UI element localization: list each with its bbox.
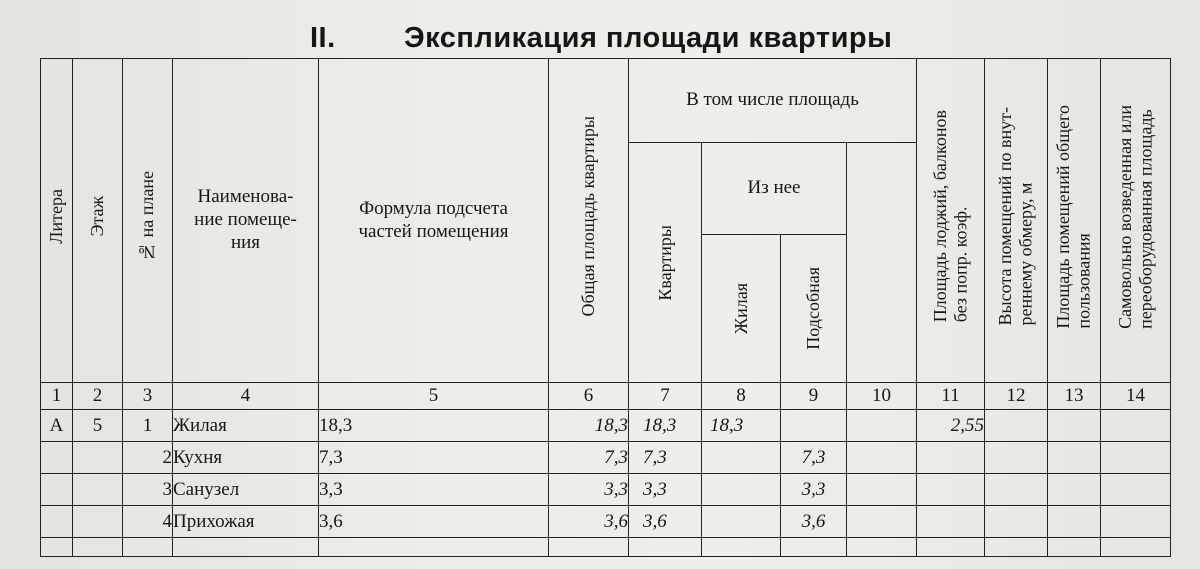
cell-room-name: Жилая <box>173 410 319 442</box>
cell-empty <box>319 538 549 557</box>
cell-loggia-area <box>847 474 917 506</box>
cell-litera <box>41 474 73 506</box>
column-number: 1 <box>41 383 73 410</box>
cell-room-name: Кухня <box>173 442 319 474</box>
cell-living-area <box>702 474 781 506</box>
cell-empty <box>1048 538 1101 557</box>
cell-empty <box>73 538 123 557</box>
cell-common-area <box>985 410 1048 442</box>
header-room-name-line1: Наименова- <box>197 186 294 208</box>
header-total-area: Общая площадь квартиры <box>578 116 599 317</box>
cell-room-name: Санузел <box>173 474 319 506</box>
cell-empty <box>549 538 629 557</box>
cell-apartment-area: 7,3 <box>629 442 702 474</box>
cell-auxiliary-area: 3,3 <box>781 474 847 506</box>
cell-auxiliary-area <box>781 410 847 442</box>
column-number: 3 <box>123 383 173 410</box>
column-number: 10 <box>847 383 917 410</box>
header-cell-apartment <box>629 143 702 383</box>
column-number: 13 <box>1048 383 1101 410</box>
cell-total-area: 3,3 <box>549 474 629 506</box>
cell-formula: 18,3 <box>319 410 549 442</box>
cell-total-area: 3,6 <box>549 506 629 538</box>
cell-note <box>1101 506 1171 538</box>
cell-formula: 7,3 <box>319 442 549 474</box>
cell-floor: 5 <box>73 410 123 442</box>
column-number: 5 <box>319 383 549 410</box>
explication-table <box>40 58 1171 557</box>
cell-unauthorized-area <box>1048 410 1101 442</box>
header-living: Жилая <box>730 282 751 334</box>
header-room-name-line2: ние помеще- <box>194 209 297 231</box>
cell-litera <box>41 506 73 538</box>
cell-empty <box>41 538 73 557</box>
header-litera: Литера <box>46 189 67 244</box>
cell-unauthorized-area <box>1048 506 1101 538</box>
cell-empty <box>173 538 319 557</box>
cell-note <box>1101 442 1171 474</box>
header-cell-room-name <box>173 59 319 383</box>
header-unauthorized-line2: переоборудованная площадь <box>1135 108 1156 329</box>
header-common-area-line2: пользования <box>1074 232 1095 329</box>
header-cell-formula <box>319 59 549 383</box>
cell-loggia-area <box>847 442 917 474</box>
cell-height <box>917 474 985 506</box>
column-number: 7 <box>629 383 702 410</box>
cell-total-area: 7,3 <box>549 442 629 474</box>
header-loggia <box>930 110 971 322</box>
cell-apartment-area: 3,6 <box>629 506 702 538</box>
cell-empty <box>629 538 702 557</box>
column-number: 4 <box>173 383 319 410</box>
column-numbers-row <box>41 383 1171 410</box>
cell-living-area: 18,3 <box>702 410 781 442</box>
cell-total-area: 18,3 <box>549 410 629 442</box>
header-cell-litera <box>41 59 73 383</box>
header-height <box>995 107 1036 325</box>
cell-room-name: Прихожая <box>173 506 319 538</box>
cell-empty <box>847 538 917 557</box>
cell-common-area <box>985 474 1048 506</box>
cell-plan-no: 3 <box>123 474 173 506</box>
cell-note <box>1101 474 1171 506</box>
header-cell-auxiliary <box>781 235 847 383</box>
cell-living-area <box>702 506 781 538</box>
document-title <box>310 22 892 55</box>
cell-floor <box>73 442 123 474</box>
cell-note <box>1101 410 1171 442</box>
header-formula-line2: частей помещения <box>358 220 509 242</box>
header-cell-loggia <box>917 59 985 383</box>
cell-apartment-area: 18,3 <box>629 410 702 442</box>
header-apartment: Квартиры <box>654 224 675 301</box>
header-floor: Этаж <box>87 196 108 237</box>
header-cell-plan-no <box>123 59 173 383</box>
header-common-area-line1: Площадь помещений общего <box>1053 104 1074 329</box>
column-number: 11 <box>917 383 985 410</box>
cell-height: 2,55 <box>917 410 985 442</box>
cell-floor <box>73 474 123 506</box>
header-auxiliary: Подсобная <box>803 267 824 350</box>
cell-formula: 3,6 <box>319 506 549 538</box>
header-cell-total-area <box>549 59 629 383</box>
cell-common-area <box>985 506 1048 538</box>
cell-living-area <box>702 442 781 474</box>
section-title: Экспликация площади квартиры <box>404 22 893 54</box>
header-row-1 <box>41 59 1171 143</box>
table-row <box>41 410 1171 442</box>
cell-empty <box>702 538 781 557</box>
table-row <box>41 506 1171 538</box>
cell-empty <box>917 538 985 557</box>
header-in-total-label: В том числе площадь <box>686 89 859 111</box>
header-formula <box>319 198 548 244</box>
header-cell-height <box>985 59 1048 383</box>
cell-empty <box>123 538 173 557</box>
header-plan-no: № на плане <box>137 171 158 262</box>
cell-litera: А <box>41 410 73 442</box>
header-formula-line1: Формула подсчета <box>359 197 508 219</box>
table-row-cut-off <box>41 538 1171 557</box>
cell-plan-no: 4 <box>123 506 173 538</box>
header-unauthorized-line1: Самовольно возведенная или <box>1114 104 1135 329</box>
header-loggia-line1: Площадь лоджий, балконов <box>929 110 950 323</box>
cell-empty <box>781 538 847 557</box>
cell-empty <box>1101 538 1171 557</box>
column-number: 8 <box>702 383 781 410</box>
column-number: 2 <box>73 383 123 410</box>
column-number: 6 <box>549 383 629 410</box>
header-height-line1: Высота помещений по внут- <box>995 107 1016 326</box>
cell-unauthorized-area <box>1048 442 1101 474</box>
cell-litera <box>41 442 73 474</box>
section-number: II. <box>310 22 336 54</box>
cell-plan-no: 2 <box>123 442 173 474</box>
cell-loggia-area <box>847 410 917 442</box>
cell-floor <box>73 506 123 538</box>
header-cell-floor <box>73 59 123 383</box>
cell-unauthorized-area <box>1048 474 1101 506</box>
cell-height <box>917 506 985 538</box>
cell-formula: 3,3 <box>319 474 549 506</box>
header-room-name-line3: ния <box>230 231 261 253</box>
header-group-in-total <box>629 59 917 143</box>
cell-auxiliary-area: 7,3 <box>781 442 847 474</box>
header-unauthorized <box>1115 105 1156 329</box>
cell-empty <box>985 538 1048 557</box>
column-number: 9 <box>781 383 847 410</box>
header-loggia-line2: без попр. коэф. <box>950 206 971 323</box>
header-room-name <box>173 186 318 254</box>
cell-height <box>917 442 985 474</box>
cell-plan-no: 1 <box>123 410 173 442</box>
header-of-which-label: Из нее <box>747 177 801 199</box>
table-row <box>41 474 1171 506</box>
cell-apartment-area: 3,3 <box>629 474 702 506</box>
table-row <box>41 442 1171 474</box>
header-cell-unauthorized <box>1101 59 1171 383</box>
header-common-area <box>1053 105 1094 329</box>
header-cell-living <box>702 235 781 383</box>
column-number: 14 <box>1101 383 1171 410</box>
cell-auxiliary-area: 3,6 <box>781 506 847 538</box>
header-height-line2: реннему обмеру, м <box>1016 182 1037 326</box>
cell-common-area <box>985 442 1048 474</box>
cell-loggia-area <box>847 506 917 538</box>
header-cell-common-area <box>1048 59 1101 383</box>
header-group-of-which <box>702 143 847 235</box>
column-number: 12 <box>985 383 1048 410</box>
